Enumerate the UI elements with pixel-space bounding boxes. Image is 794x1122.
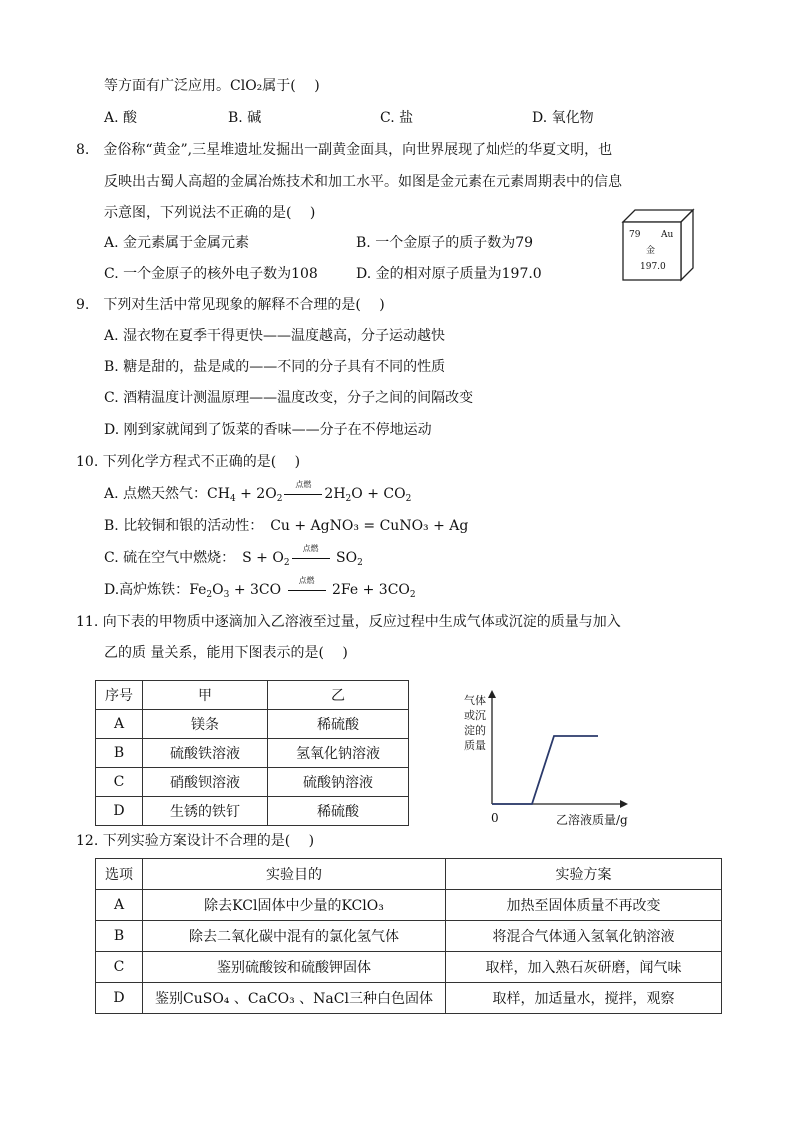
reaction-condition-arrow: [290, 544, 332, 568]
header-cell: 实验目的: [143, 859, 446, 890]
graph-ylabel-2: 或沉: [464, 709, 486, 722]
header-cell: 序号: [96, 681, 143, 710]
table-row: [96, 890, 722, 921]
table-row: [96, 768, 409, 797]
table-cell: 加热至固体质量不再改变: [446, 890, 722, 921]
q10-a-label: A. 点燃天然气：: [104, 486, 208, 502]
table-cell: 将混合气体通入氢氧化钠溶液: [446, 921, 722, 952]
q7-option-b: B. 碱: [228, 110, 262, 126]
table-cell: 除去KCl固体中少量的KClO₃: [143, 890, 446, 921]
q8-stem-line1: 8. 金俗称“黄金”,三星堆遗址发掘出一副黄金面具，向世界展现了灿烂的华夏文明，也: [76, 142, 613, 158]
table-cell: 稀硫酸: [268, 710, 409, 739]
table-cell: 镁条: [143, 710, 268, 739]
table-cell: A: [96, 890, 143, 921]
graph-origin: 0: [491, 811, 499, 825]
table-cell: D: [96, 797, 143, 826]
table-cell: C: [96, 768, 143, 797]
condition-label: 点燃: [302, 544, 319, 553]
q8-option-b: B. 一个金原子的质子数为79: [356, 235, 534, 251]
element-name: 金: [646, 246, 656, 256]
table-cell: 鉴别硫酸铵和硫酸钾固体: [143, 952, 446, 983]
q10-option-b: B. 比较铜和银的活动性： Cu + AgNO₃ = CuNO₃ + Ag: [104, 518, 469, 534]
reaction-condition-arrow: [286, 576, 328, 600]
table-cell: 硫酸铁溶液: [143, 739, 268, 768]
q9-option-d: D. 刚到家就闻到了饭菜的香味——分子在不停地运动: [104, 422, 432, 438]
q10-option-a: A. 点燃天然气：$CH_4 + 2O_2$ 点燃 $2H_2O + CO_2$: [104, 480, 412, 504]
table-header-row: [96, 681, 409, 710]
table-cell: 生锈的铁钉: [143, 797, 268, 826]
q8-option-a: A. 金元素属于金属元素: [104, 235, 250, 251]
q8-stem-line3: 示意图，下列说法不正确的是( ): [104, 205, 316, 221]
q10-c-label: C. 硫在空气中燃烧：: [104, 550, 243, 566]
table-row: [96, 739, 409, 768]
condition-label: 点燃: [298, 576, 315, 585]
graph-ylabel-4: 质量: [464, 739, 486, 752]
table-cell: 氢氧化钠溶液: [268, 739, 409, 768]
q9-stem: 9. 下列对生活中常见现象的解释不合理的是( ): [76, 297, 385, 313]
element-number: 79: [629, 230, 641, 240]
q8-stem-line2: 反映出古蜀人高超的金属冶炼技术和加工水平。如图是金元素在元素周期表中的信息: [104, 174, 622, 190]
table-cell: 硝酸钡溶液: [143, 768, 268, 797]
q8-option-d: D. 金的相对原子质量为197.0: [356, 266, 542, 282]
table-cell: 硫酸钠溶液: [268, 768, 409, 797]
q12-stem: 12. 下列实验方案设计不合理的是( ): [76, 833, 315, 849]
q10-option-d: D.高炉炼铁：$Fe_2O_3 + 3CO$ 点燃 $2Fe + 3CO_2$: [104, 576, 416, 600]
x-axis-arrow: [620, 800, 628, 808]
q8-option-c: C. 一个金原子的核外电子数为108: [104, 266, 318, 282]
graph-ylabel-1: 气体: [464, 694, 486, 707]
condition-label: 点燃: [295, 480, 312, 489]
table-row: [96, 710, 409, 739]
q7-option-a: A. 酸: [104, 110, 138, 126]
table-row: [96, 983, 722, 1014]
q7-option-c: C. 盐: [380, 110, 414, 126]
q9-option-c: C. 酒精温度计测温原理——温度改变，分子之间的间隔改变: [104, 390, 474, 406]
q10-d-label: D.高炉炼铁：: [104, 582, 190, 598]
header-cell: 乙: [268, 681, 409, 710]
table-cell: B: [96, 921, 143, 952]
mass-graph: [480, 690, 630, 810]
q7-option-d: D. 氧化物: [532, 110, 594, 126]
graph-xlabel: 乙溶液质量/g: [556, 813, 628, 827]
table-row: [96, 921, 722, 952]
q12-table: [95, 858, 722, 1014]
table-row: [96, 797, 409, 826]
q7-line: 等方面有广泛应用。ClO₂属于( ): [104, 78, 320, 94]
q11-stem-line2: 乙的质 量关系，能用下图表示的是( ): [104, 645, 348, 661]
reaction-condition-arrow: [282, 480, 324, 504]
mass-curve: [492, 736, 598, 804]
graph-ylabel-3: 淀的: [464, 724, 486, 737]
table-cell: 鉴别CuSO₄ 、CaCO₃ 、NaCl三种白色固体: [143, 983, 446, 1014]
table-cell: A: [96, 710, 143, 739]
table-cell: 除去二氧化碳中混有的氯化氢气体: [143, 921, 446, 952]
header-cell: 甲: [143, 681, 268, 710]
table-cell: 取样，加入熟石灰研磨，闻气味: [446, 952, 722, 983]
element-symbol: Au: [661, 230, 674, 240]
table-cell: D: [96, 983, 143, 1014]
table-cell: B: [96, 739, 143, 768]
q10-option-c: C. 硫在空气中燃烧： $S + O_2$ 点燃 $SO_2$: [104, 544, 363, 568]
table-header-row: [96, 859, 722, 890]
header-cell: 实验方案: [446, 859, 722, 890]
q11-stem-line1: 11. 向下表的甲物质中逐滴加入乙溶液至过量，反应过程中生成气体或沉淀的质量与加入: [76, 614, 621, 630]
q9-option-b: B. 糖是甜的，盐是咸的——不同的分子具有不同的性质: [104, 359, 446, 375]
element-mass: 197.0: [640, 262, 666, 272]
header-cell: 选项: [96, 859, 143, 890]
table-cell: 稀硫酸: [268, 797, 409, 826]
y-axis-arrow: [488, 690, 496, 698]
q11-table: [95, 680, 409, 826]
q10-stem: 10. 下列化学方程式不正确的是( ): [76, 454, 301, 470]
q9-option-a: A. 湿衣物在夏季干得更快——温度越高，分子运动越快: [104, 328, 446, 344]
table-cell: C: [96, 952, 143, 983]
table-cell: 取样，加适量水，搅拌，观察: [446, 983, 722, 1014]
table-row: [96, 952, 722, 983]
